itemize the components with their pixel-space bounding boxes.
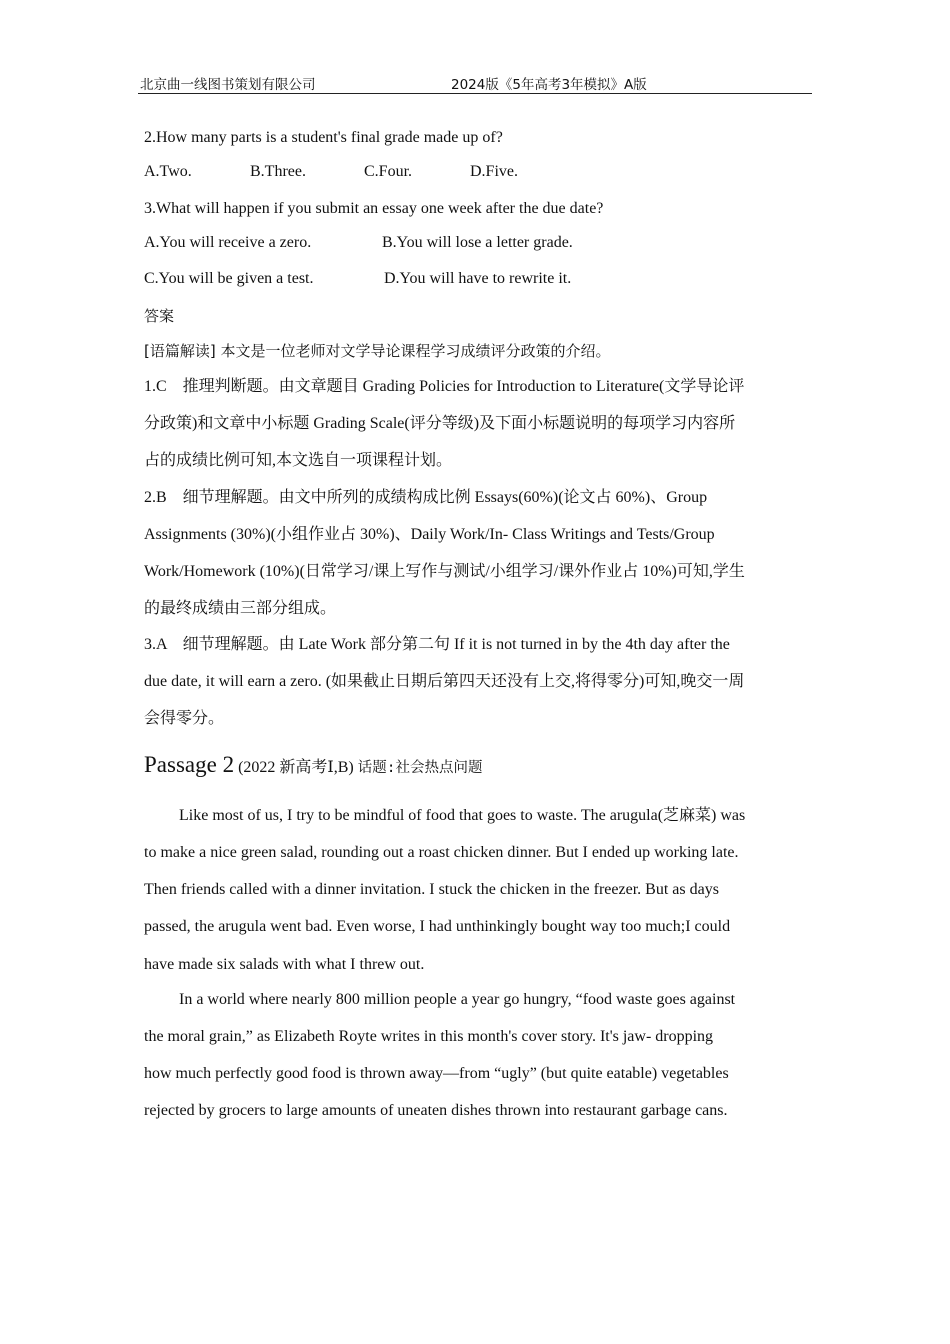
passage-line: In a world where nearly 800 million people a year go hungry, “food waste goes against bbox=[179, 991, 736, 1008]
answer-line: 会得零分。 bbox=[144, 710, 225, 727]
answer-line: 占的成绩比例可知,本文选自一项课程计划。 bbox=[144, 452, 453, 469]
passage-line: passed, the arugula went bad. Even worse, I had unthinkingly bought way too much;I could bbox=[144, 918, 731, 935]
question-2-text: 2.How many parts is a student's final grade made up of? bbox=[144, 129, 503, 146]
question-2-option-a: A.Two. bbox=[144, 163, 192, 180]
passage-line: to make a nice green salad, rounding out a roast chicken dinner. But I ended up working late. bbox=[144, 844, 739, 861]
header-publisher: 北京曲一线图书策划有限公司 bbox=[140, 77, 316, 93]
question-3-option-c: C.You will be given a test. bbox=[144, 270, 314, 287]
answer-line: Work/Homework (10%)(日常学习/课上写作与测试/小组学习/课外作业占 10%)可知,学生 bbox=[144, 563, 745, 580]
answer-intro: [语篇解读] 本文是一位老师对文学导论课程学习成绩评分政策的介绍。 bbox=[144, 342, 611, 360]
passage-line: Then friends called with a dinner invitation. I stuck the chicken in the freezer. But as days bbox=[144, 881, 719, 898]
page-header bbox=[138, 72, 812, 94]
answer-line: 分政策)和文章中小标题 Grading Scale(评分等级)及下面小标题说明的每项学习内容所 bbox=[144, 415, 736, 432]
answer-line: 3.A 细节理解题。由 Late Work 部分第二句 If it is not turned in by the 4th day after the bbox=[144, 636, 730, 653]
question-3-option-b: B.You will lose a letter grade. bbox=[382, 234, 573, 251]
passage-topic: 话题:社会热点问题 bbox=[357, 760, 483, 776]
passage-line: the moral grain,” as Elizabeth Royte writes in this month's cover story. It's jaw‑ dropping bbox=[144, 1028, 714, 1045]
question-2-option-d: D.Five. bbox=[470, 163, 518, 180]
passage-title: Passage 2 bbox=[144, 752, 235, 777]
answer-line: 的最终成绩由三部分组成。 bbox=[144, 600, 337, 617]
passage-heading bbox=[144, 752, 482, 778]
answer-line: 2.B 细节理解题。由文中所列的成绩构成比例 Essays(60%)(论文占 60%)、Group bbox=[144, 489, 708, 506]
passage-line: rejected by grocers to large amounts of uneaten dishes thrown into restaurant garbage cans. bbox=[144, 1102, 728, 1119]
question-3-option-d: D.You will have to rewrite it. bbox=[384, 270, 572, 287]
passage-line: how much perfectly good food is thrown away—from “ugly” (but quite eatable) vegetables bbox=[144, 1065, 729, 1082]
question-3-option-a: A.You will receive a zero. bbox=[144, 234, 312, 251]
answer-line: due date, it will earn a zero. (如果截止日期后第四天还没有上交,将得零分)可知,晚交一周 bbox=[144, 673, 745, 690]
question-3-text: 3.What will happen if you submit an essay one week after the due date? bbox=[144, 200, 604, 217]
header-book-title: 2024版《5年高考3年模拟》A版 bbox=[451, 77, 647, 93]
answer-line: 1.C 推理判断题。由文章题目 Grading Policies for Introduction to Literature(文学导论评 bbox=[144, 378, 745, 395]
question-2-option-c: C.Four. bbox=[364, 163, 413, 180]
answer-line: Assignments (30%)(小组作业占 30%)、Daily Work/In‑ Class Writings and Tests/Group bbox=[144, 526, 715, 543]
passage-line: Like most of us, I try to be mindful of food that goes to waste. The arugula(芝麻菜) was bbox=[179, 807, 746, 824]
question-2-option-b: B.Three. bbox=[250, 163, 306, 180]
answer-label: 答案 bbox=[144, 307, 175, 325]
passage-source: (2022 新高考Ⅰ,B) bbox=[234, 759, 358, 776]
passage-line: have made six salads with what I threw out. bbox=[144, 956, 425, 973]
